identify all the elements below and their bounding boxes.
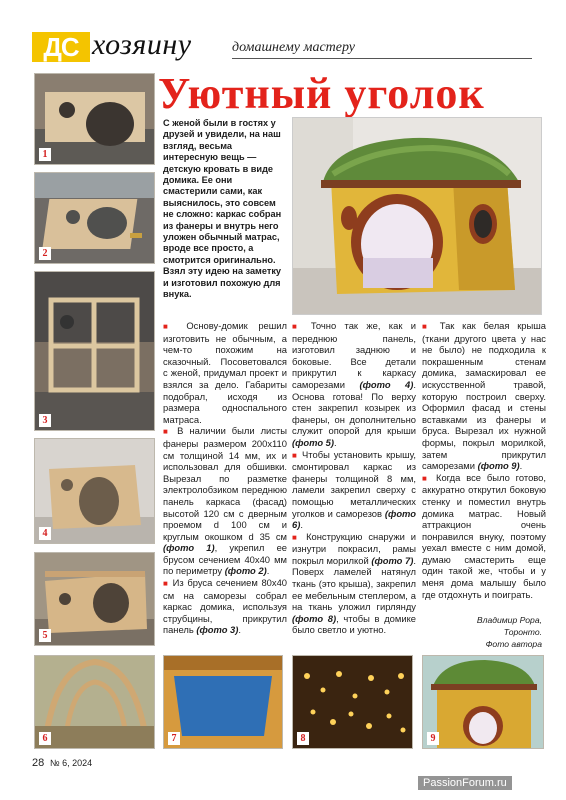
photo-credit: Фото автора [485,639,542,649]
paragraph: ■ Так как белая крыша (ткани другого цвета у нас не было) не подходила к покрашенным стенам домика, замаскировал ее искусственной травой, которую построил сверху. Оформил фасад и стены вставками из фанеры и бруса. Вырезал их нужной формы, покрыл морилкой, затем прикрутил саморезами (фото 9). [422,320,546,472]
bullet-icon: ■ [163,322,176,331]
photo-3 [34,271,155,431]
hero-photo-house-bed [292,117,542,315]
photo-1 [34,73,155,165]
watermark: PassionForum.ru [418,776,512,790]
header-divider [232,58,532,59]
section-subtitle: домашнему мастеру [232,40,356,55]
photo-7 [163,655,283,749]
paragraph: ■ Конструкцию снаружи и изнутри покрасил, рамы покрыл морилкой (фото 7). Поверх ламелей натянул ткань (это крыша), закрепил ее мебельным степлером, а на ткань уложил гирлянду (фото 8), чтобы в домике было светло и уютно. [292,530,416,636]
bullet-icon: ■ [292,532,301,542]
magazine-section-logo: ДС [32,32,90,62]
photo-number: 4 [39,527,51,540]
paragraph: ■ Когда все было готово, аккуратно открутил боковую стенку и поместил внутрь домика матрас. Новый аттракцион очень понравился внуку, поэтому уехал вместе с ним домой, думаю смастерить еще один такой же, чтобы и у меня дома малышу было где отдохнуть и поиграть. [422,471,546,600]
author-signature [422,614,542,650]
article-intro: С женой были в гостях у друзей и увидели, на наш взгляд, весьма интересную вещь — детскую кровать в виде домика. Ее они смастерили сами, как выяснилось, это совсем не сложно: каркас собран из фанеры и внутрь него уложен обычный матрас, вроде все просто, а смотрится оригинально. Взял эту идею на заметку и изготовил похожую для внука. [163,118,282,300]
article-column-2 [292,320,416,636]
photo-number: 5 [39,629,51,642]
page-number: 28 [32,757,45,769]
photo-number: 6 [39,732,51,745]
author-city: Торонто. [503,627,542,637]
photo-6 [34,655,155,749]
photo-4 [34,438,155,544]
photo-number: 7 [168,732,180,745]
section-logo-word: хозяину [92,28,192,61]
bullet-icon: ■ [422,322,432,331]
bullet-icon: ■ [163,427,172,437]
photo-number: 3 [39,414,51,427]
author-name: Владимир Рора, [476,615,542,625]
article-title: Уютный уголок [158,69,485,118]
photo-2 [34,172,155,264]
bullet-icon: ■ [163,579,169,589]
paragraph: ■ Из бруса сечением 80х40 см на саморезы собрал каркас домика, используя струбцины, прикрутил панель (фото 3). [163,577,287,636]
photo-number: 8 [297,732,309,745]
paragraph: ■ В наличии были листы фанеры размером 200х110 см толщиной 14 мм, их и использовал для обшивки. Вырезал по разметке электролобзиком переднюю панель каркаса (фасад) высотой 120 см с дверным проемом d 100 см и круглым окошком d 35 см (фото 1), укрепил ее брусом сечением 40х40 мм по периметру (фото 2). [163,425,288,577]
bullet-icon: ■ [422,473,431,483]
photo-5 [34,552,155,646]
photo-number: 1 [39,148,51,161]
photo-9 [422,655,544,749]
bullet-icon: ■ [292,322,303,331]
article-column-3 [422,320,546,600]
paragraph: ■ Точно так же, как и переднюю панель, изготовил заднюю и боковые. Все детали прикрутил к каркасу саморезами (фото 4). Основа готова! По верху стен закрепил козырек из фанеры, он дополнительно служит опорой для крыши (фото 5). [292,320,416,448]
photo-8 [292,655,413,749]
paragraph: ■ Чтобы установить крышу, смонтировал каркас из фанеры толщиной 8 мм, ламели закрепил сверху с помощью металлических уголков и саморезов (фото 6). [292,448,416,531]
photo-number: 2 [39,247,51,260]
issue-label: № 6, 2024 [50,758,93,768]
article-column-1 [163,320,287,636]
photo-number: 9 [427,732,439,745]
paragraph: ■ Основу-домик решил изготовить не обычным, а чем-то похожим на сказочный. Посоветовался с женой, придумал проект и взялся за дело. Габариты подобрал, исходя из размера односпального матраса. [163,320,287,425]
bullet-icon: ■ [292,450,299,460]
